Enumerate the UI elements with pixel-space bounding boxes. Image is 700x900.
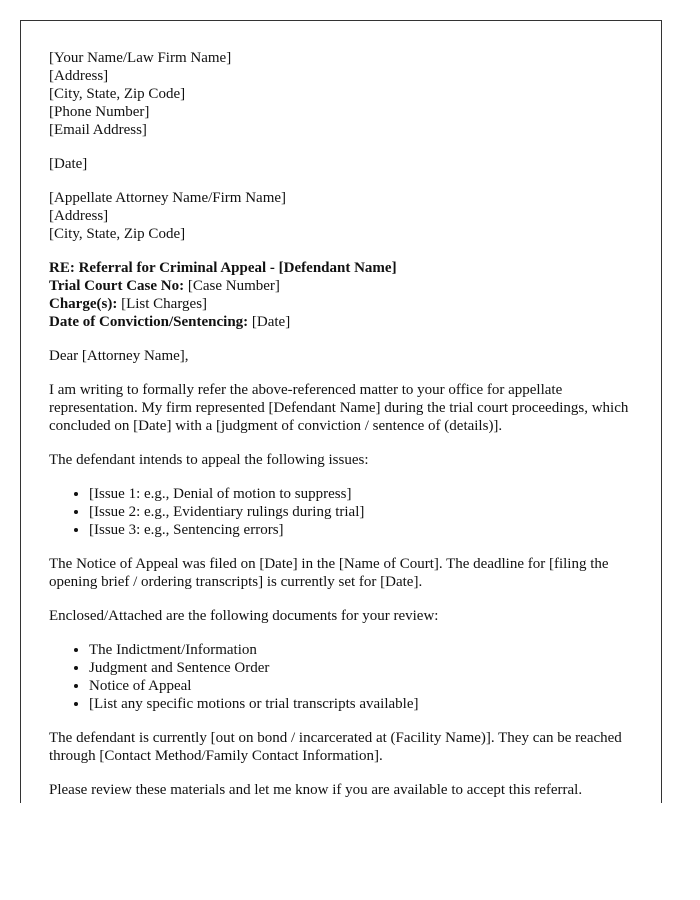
sender-address: [Address]: [49, 68, 109, 84]
conviction-value: [Date]: [248, 314, 291, 330]
list-item: • [Issue 1: e.g., Denial of motion to suppress]: [89, 485, 661, 503]
sender-name: [Your Name/Law Firm Name]: [49, 50, 232, 66]
conviction-line: [49, 313, 661, 331]
salutation: Dear [Attorney Name],: [49, 348, 189, 364]
re-subject: RE: Referral for Criminal Appeal - [Defendant Name]: [49, 260, 397, 276]
closing-paragraph: Please review these materials and let me know if you are available to accept this referral.: [49, 782, 583, 798]
case-label: Trial Court Case No:: [49, 278, 185, 294]
list-item: • Judgment and Sentence Order: [89, 659, 661, 677]
issues-intro: The defendant intends to appeal the following issues:: [49, 452, 369, 468]
list-item: • [List any specific motions or trial transcripts available]: [89, 695, 661, 713]
intro-paragraph: I am writing to formally refer the above-referenced matter to your office for appellate representation. My firm represented [Defendant Name] during the trial court proceedings, which concluded on [Date] with a [judgment of conviction / sentence of (details)].: [49, 382, 629, 434]
sender-email: [Email Address]: [49, 122, 147, 138]
case-number-line: [49, 277, 661, 295]
documents-list: [49, 641, 661, 713]
status-paragraph: The defendant is currently [out on bond / incarcerated at (Facility Name)]. They can be reached through [Contact Method/Family Contact Information].: [49, 730, 622, 764]
charges-value: [List Charges]: [117, 296, 208, 312]
letter-date: [Date]: [49, 156, 88, 172]
recipient-block: [49, 189, 661, 243]
issues-list: [49, 485, 661, 539]
sender-city: [City, State, Zip Code]: [49, 86, 186, 102]
recipient-city: [City, State, Zip Code]: [49, 226, 186, 242]
charges-line: [49, 295, 661, 313]
letter-page: [20, 20, 662, 803]
list-item: • [Issue 3: e.g., Sentencing errors]: [89, 521, 661, 539]
list-item: • [Issue 2: e.g., Evidentiary rulings during trial]: [89, 503, 661, 521]
recipient-name: [Appellate Attorney Name/Firm Name]: [49, 190, 287, 206]
sender-block: [49, 49, 661, 139]
list-item: • Notice of Appeal: [89, 677, 661, 695]
re-block: [49, 259, 661, 331]
list-item: • The Indictment/Information: [89, 641, 661, 659]
conviction-label: Date of Conviction/Sentencing:: [49, 314, 249, 330]
sender-phone: [Phone Number]: [49, 104, 150, 120]
documents-intro: Enclosed/Attached are the following documents for your review:: [49, 608, 439, 624]
case-value: [Case Number]: [184, 278, 280, 294]
notice-paragraph: The Notice of Appeal was filed on [Date] in the [Name of Court]. The deadline for [filing the opening brief / ordering transcripts] is currently set for [Date].: [49, 556, 609, 590]
recipient-address: [Address]: [49, 208, 109, 224]
charges-label: Charge(s):: [49, 296, 118, 312]
